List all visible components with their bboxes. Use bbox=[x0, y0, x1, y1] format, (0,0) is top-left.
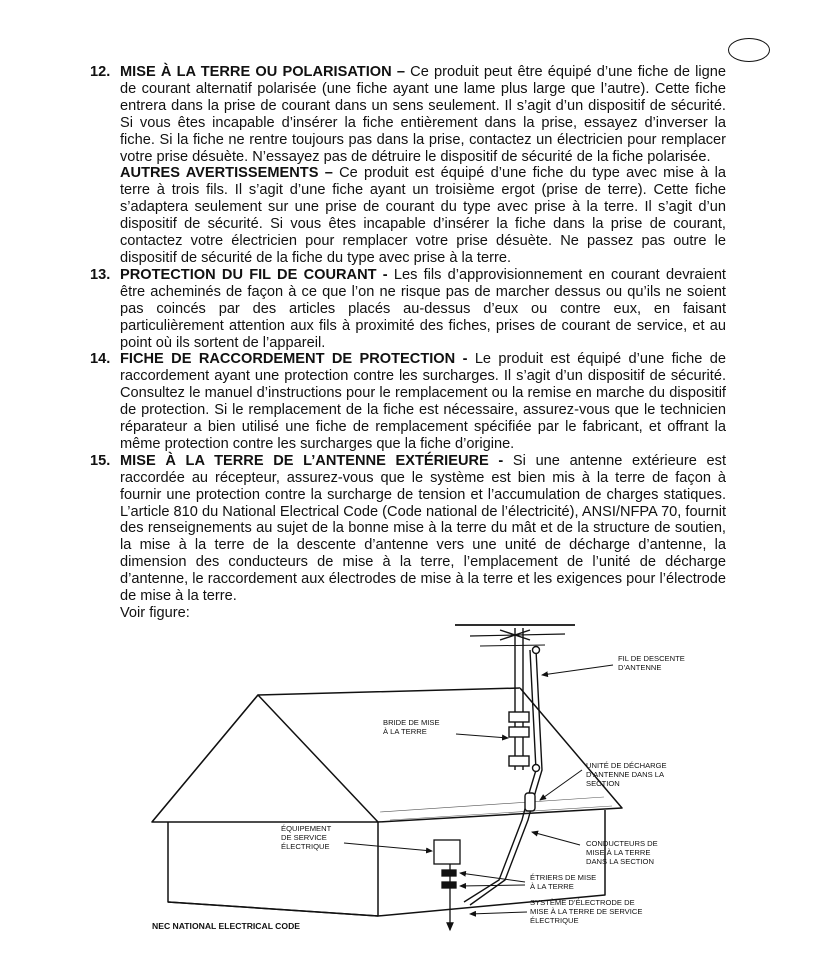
label-grounding-conductors: MISE À LA TERRE bbox=[586, 848, 651, 857]
label-ground-clamps: À LA TERRE bbox=[530, 882, 574, 891]
label-lead-in-wire: D’ANTENNE bbox=[618, 663, 662, 672]
label-grounding-conductors: DANS LA SECTION bbox=[586, 857, 654, 866]
electric-service-box bbox=[434, 840, 460, 930]
item-number: 13. bbox=[90, 266, 111, 283]
item-title: FICHE DE RACCORDEMENT DE PROTECTION - bbox=[120, 351, 468, 368]
figure-footer: NEC NATIONAL ELECTRICAL CODE bbox=[152, 921, 301, 931]
label-discharge-unit: SECTION bbox=[586, 779, 620, 788]
label-service-equipment: DE SERVICE bbox=[281, 833, 327, 842]
label-discharge-unit: UNITÉ DE DÉCHARGE bbox=[586, 761, 667, 770]
item-body: Ce produit peut être équipé d’une fiche de ligne de courant alternatif polarisée (une fiche ayant une lame plus large que l’autre). Cette fiche entrera dans la prise de courant dans un sens seulement. Il s’agit d’un dispositif de sécurité. Si vous êtes incapable d’insérer la fiche entièrement dans la prise, essayez d’inverser la fiche. Si la fiche ne rentre toujours pas dans la prise, contactez un électricien pour remplacer votre prise désuète. N’essayez pas de détruire le dispositif de sécurité de la fiche polarisée. bbox=[120, 64, 726, 165]
item-body: Le produit est équipé d’une fiche de raccordement ayant une protection contre les surcharges. Il s’agit d’un dispositif de sécurité. Consultez le manuel d’instructions pour le remplacement ou la remise en marche du dispositif de protection. Si le remplacement de la fiche est nécessaire, assurez-vous que le technicien réparateur a bien utilisé une fiche de remplacement spécifiée par le fabricant, et offrant la même protection contre les surcharges que la fiche d’origine. bbox=[120, 351, 727, 452]
label-ground-clamp: BRIDE DE MISE bbox=[383, 718, 440, 727]
label-lead-in-wire: FIL DE DESCENTE bbox=[618, 654, 685, 663]
item-number: 12. bbox=[90, 64, 111, 80]
item-subbody: Ce produit est équipé d’une fiche du type avec mise à la terre à trois fils. Il s’agit d’une fiche ayant un troisième ergot (prise de terre). Cette fiche s’adaptera seulement sur une prise de courant du type avec prise à la terre. Il s’agit d’un dispositif de sécurité. Si vous êtes incapable d’insérer la fiche dans la prise de courant, contactez votre électricien pour remplacer votre prise désuète. Ne passez pas outre le dispositif de sécurité de la fiche du type avec prise à la terre. bbox=[120, 165, 726, 266]
item-number: 14. bbox=[90, 351, 111, 368]
item-body: Les fils d’approvisionnement en courant devraient être acheminés de façon à ce que l’on ne risque pas de marcher dessus ou qu’ils ne soient pas coincés par des articles placés au-dessus d’eux ou contre eux, en faisant particulièrement attention aux fils à proximité des fiches, prises de courant de service, et au point où ils sortent de l’appareil. bbox=[120, 266, 726, 351]
item-title: PROTECTION DU FIL DE COURANT - bbox=[120, 266, 388, 283]
item-title: MISE À LA TERRE OU POLARISATION – bbox=[120, 64, 405, 80]
label-ground-clamps: ÉTRIERS DE MISE bbox=[530, 873, 597, 882]
item-title: MISE À LA TERRE DE L’ANTENNE EXTÉRIEURE - bbox=[120, 452, 504, 469]
item-subtitle: AUTRES AVERTISSEMENTS – bbox=[120, 165, 333, 182]
label-grounding-conductors: CONDUCTEURS DE bbox=[586, 839, 658, 848]
figure-reference: Voir figure: bbox=[120, 605, 190, 621]
item-number: 15. bbox=[90, 452, 111, 469]
label-discharge-unit: D’ANTENNE DANS LA bbox=[586, 770, 665, 779]
label-service-equipment: ÉQUIPEMENT bbox=[281, 824, 332, 833]
label-electrode-system: MISE À LA TERRE DE SERVICE bbox=[530, 907, 643, 916]
label-service-equipment: ÉLECTRIQUE bbox=[281, 842, 330, 851]
label-ground-clamp: À LA TERRE bbox=[383, 727, 427, 736]
label-electrode-system: SYSTÈME D’ÉLECTRODE DE bbox=[530, 898, 635, 907]
label-electrode-system: ÉLECTRIQUE bbox=[530, 916, 579, 925]
item-body: Si une antenne extérieure est raccordée au récepteur, assurez-vous que le système est bien mis à la terre de façon à fournir une protection contre la surcharge de tension et l’accumulation de charges statiques. L’article 810 du National Electrical Code (Code national de l’électricité), ANSI/NFPA 70, fournit des renseignements au sujet de la bonne mise à la terre du mât et de la structure de soutien, la mise à la terre de la descente d’antenne vers une unité de décharge d’antenne, la dimension des conducteurs de mise à la terre, l’emplacement de l’unité de décharge d’antenne, le raccordement aux électrodes de mise à la terre et les exigences pour l’électrode de mise à la terre. bbox=[120, 452, 726, 605]
